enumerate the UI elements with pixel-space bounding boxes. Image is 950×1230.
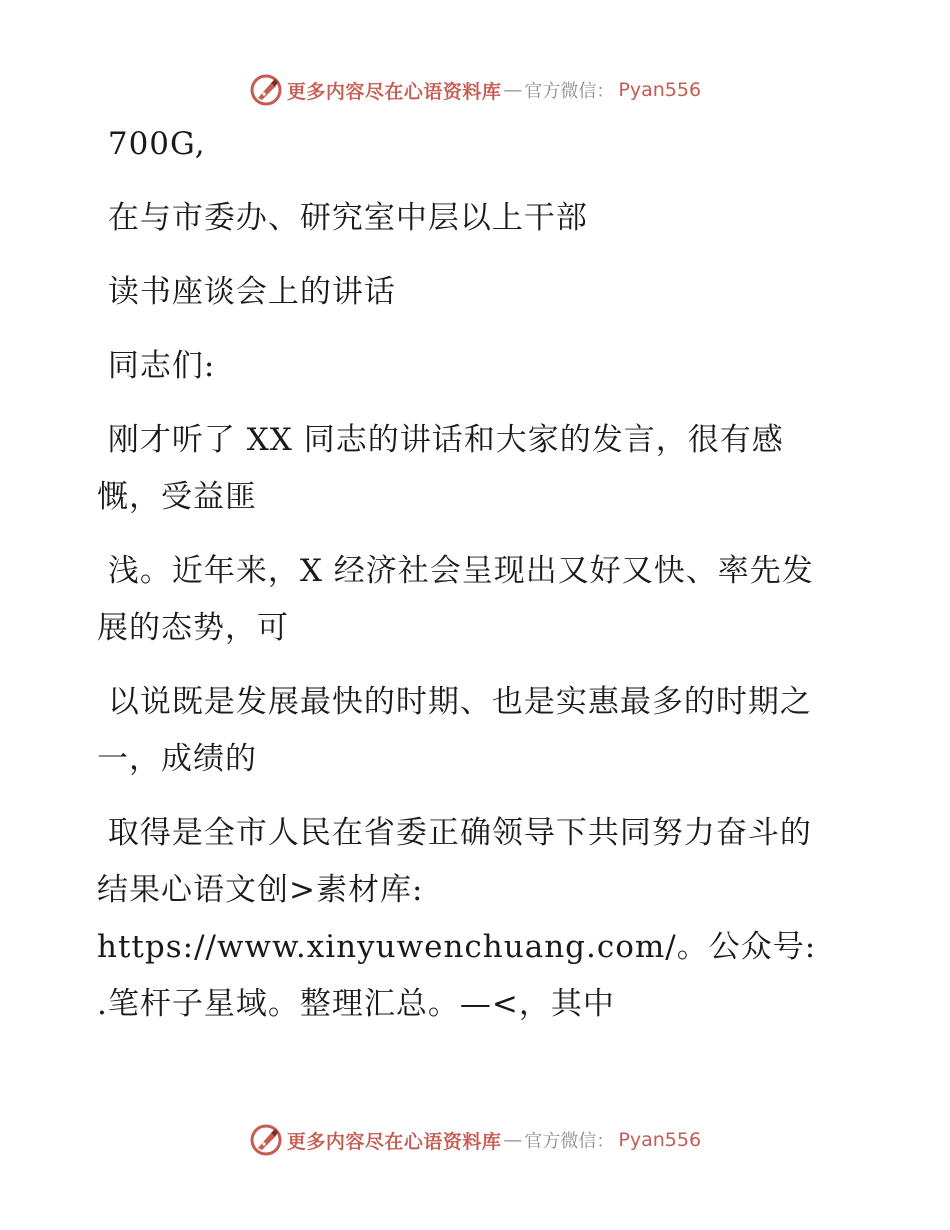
banner-wechat-id: Pyan556 — [618, 1129, 702, 1151]
header-banner — [0, 70, 950, 110]
paragraph-7: 以说既是发展最快的时期、也是实惠最多的时期之一，成绩的 — [97, 684, 812, 777]
pen-nib-logo-icon — [249, 73, 283, 107]
paragraph-8: 取得是全市人民在省委正确领导下共同努力奋斗的结果心语文创>素材库: https://www.xinyuwenchuang.com/。公众号: .笔杆子星域。整理汇总。—<，其中 — [97, 815, 828, 1022]
banner-wechat-label: 官方微信： — [524, 1131, 615, 1152]
banner-separator: — — [503, 79, 523, 101]
banner-wechat-id: Pyan556 — [618, 79, 702, 101]
paragraph-4: 同志们: — [97, 348, 216, 384]
pen-nib-logo-icon — [249, 1123, 283, 1157]
paragraph-3: 读书座谈会上的讲话 — [97, 274, 396, 310]
banner-wechat-label: 官方微信： — [524, 81, 615, 102]
document-body — [97, 116, 832, 1033]
footer-banner — [0, 1120, 950, 1160]
banner-text: 更多内容尽在心语资料库 — [286, 1130, 502, 1153]
paragraph-6: 浅。近年来，X 经济社会呈现出又好又快、率先发展的态势，可 — [97, 553, 814, 646]
paragraph-5: 刚才听了 XX 同志的讲话和大家的发言，很有感慨，受益匪 — [97, 422, 784, 515]
paragraph-2: 在与市委办、研究室中层以上干部 — [97, 200, 588, 236]
banner-text: 更多内容尽在心语资料库 — [286, 80, 502, 103]
banner-separator: — — [503, 1129, 523, 1151]
paragraph-1: 700G, — [97, 126, 206, 162]
